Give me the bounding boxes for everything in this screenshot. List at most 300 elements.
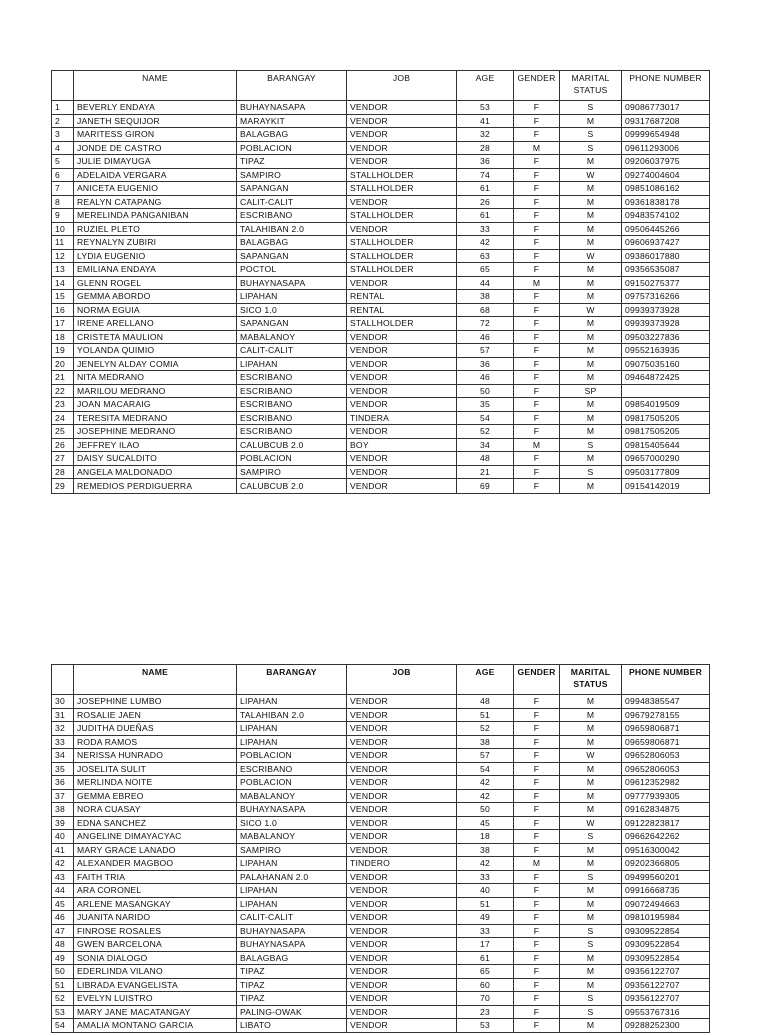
job-cell: VENDOR [347,425,457,439]
gender-cell: F [514,114,560,128]
barangay-cell: TIPAZ [237,978,347,992]
table-row [52,236,710,250]
name-cell: RODA RAMOS [74,735,237,749]
job-cell: VENDOR [347,830,457,844]
age-cell: 57 [457,344,514,358]
row-number: 12 [52,249,74,263]
marital-status-cell: M [560,155,622,169]
row-number: 37 [52,789,74,803]
phone-number-cell: 09757316266 [622,290,710,304]
row-number: 35 [52,762,74,776]
marital-status-cell: M [560,1019,622,1033]
barangay-cell: PALING-OWAK [237,1005,347,1019]
table-row [52,722,710,736]
header-phone-number: PHONE NUMBER [622,71,710,101]
barangay-cell: MABALANOY [237,830,347,844]
name-cell: GLENN ROGEL [74,276,237,290]
gender-cell: F [514,168,560,182]
table-row [52,101,710,115]
gender-cell: F [514,384,560,398]
age-cell: 72 [457,317,514,331]
age-cell: 33 [457,222,514,236]
row-number: 7 [52,182,74,196]
barangay-cell: BUHAYNASAPA [237,924,347,938]
barangay-cell: SAPANGAN [237,249,347,263]
row-number: 19 [52,344,74,358]
barangay-cell: TIPAZ [237,965,347,979]
phone-number-cell: 09309522854 [622,951,710,965]
row-number: 3 [52,128,74,142]
marital-status-cell: W [560,303,622,317]
name-cell: JONDE DE CASTRO [74,141,237,155]
gender-cell: F [514,762,560,776]
phone-number-cell: 09810195984 [622,911,710,925]
table-row [52,695,710,709]
table-row [52,830,710,844]
name-cell: SONIA DIALOGO [74,951,237,965]
age-cell: 60 [457,978,514,992]
barangay-cell: ESCRIBANO [237,371,347,385]
marital-status-cell: M [560,776,622,790]
row-number: 11 [52,236,74,250]
gender-cell: F [514,222,560,236]
row-number: 21 [52,371,74,385]
row-number: 54 [52,1019,74,1033]
table-row [52,857,710,871]
job-cell: VENDOR [347,384,457,398]
marital-status-cell: W [560,749,622,763]
row-number: 44 [52,884,74,898]
name-cell: FAITH TRIA [74,870,237,884]
barangay-cell: LIPAHAN [237,357,347,371]
age-cell: 38 [457,735,514,749]
gender-cell: F [514,708,560,722]
name-cell: MARITESS GIRON [74,128,237,142]
barangay-cell: BALAGBAG [237,128,347,142]
job-cell: VENDOR [347,452,457,466]
phone-number-cell: 09777939305 [622,789,710,803]
header-name: NAME [74,71,237,101]
phone-number-cell: 09999654948 [622,128,710,142]
name-cell: JOSEPHINE LUMBO [74,695,237,709]
table-row [52,141,710,155]
phone-number-cell: 09516300042 [622,843,710,857]
name-cell: JUDITHA DUEÑAS [74,722,237,736]
table-row [52,884,710,898]
job-cell: VENDOR [347,222,457,236]
marital-status-cell: M [560,762,622,776]
gender-cell: F [514,735,560,749]
table-row [52,114,710,128]
age-cell: 50 [457,803,514,817]
marital-status-cell: M [560,398,622,412]
gender-cell: F [514,465,560,479]
name-cell: MARY GRACE LANADO [74,843,237,857]
age-cell: 17 [457,938,514,952]
name-cell: TERESITA MEDRANO [74,411,237,425]
marital-status-cell: M [560,789,622,803]
marital-status-cell: S [560,870,622,884]
table-row [52,452,710,466]
name-cell: LYDIA EUGENIO [74,249,237,263]
job-cell: STALLHOLDER [347,317,457,331]
name-cell: JULIE DIMAYUGA [74,155,237,169]
gender-cell: F [514,155,560,169]
header-job: JOB [347,665,457,695]
marital-status-cell: M [560,222,622,236]
phone-number-cell: 09075035160 [622,357,710,371]
job-cell: VENDOR [347,884,457,898]
marital-status-cell: S [560,465,622,479]
marital-status-cell: S [560,101,622,115]
row-number: 38 [52,803,74,817]
phone-number-cell: 09309522854 [622,924,710,938]
table-row [52,357,710,371]
row-number: 31 [52,708,74,722]
age-cell: 38 [457,843,514,857]
table-row [52,330,710,344]
table-row [52,263,710,277]
barangay-cell: CALUBCUB 2.0 [237,438,347,452]
age-cell: 28 [457,141,514,155]
age-cell: 23 [457,1005,514,1019]
row-number: 34 [52,749,74,763]
age-cell: 42 [457,236,514,250]
barangay-cell: BALAGBAG [237,951,347,965]
job-cell: VENDOR [347,344,457,358]
name-cell: AMALIA MONTANO GARCIA [74,1019,237,1033]
age-cell: 35 [457,398,514,412]
name-cell: ADELAIDA VERGARA [74,168,237,182]
barangay-cell: ESCRIBANO [237,398,347,412]
phone-number-cell: 09086773017 [622,101,710,115]
phone-number-cell: 09356122707 [622,965,710,979]
age-cell: 34 [457,438,514,452]
gender-cell: F [514,330,560,344]
job-cell: VENDOR [347,101,457,115]
barangay-cell: LIPAHAN [237,290,347,304]
phone-number-cell: 09386017880 [622,249,710,263]
phone-number-cell: 09652806053 [622,762,710,776]
name-cell: MARILOU MEDRANO [74,384,237,398]
table-row [52,911,710,925]
job-cell: STALLHOLDER [347,236,457,250]
marital-status-cell: M [560,411,622,425]
marital-status-cell: M [560,884,622,898]
barangay-cell: LIPAHAN [237,897,347,911]
phone-number-cell: 09202366805 [622,857,710,871]
phone-number-cell: 09657000290 [622,452,710,466]
gender-cell: F [514,978,560,992]
marital-status-cell: M [560,371,622,385]
name-cell: JEFFREY ILAO [74,438,237,452]
gender-cell: F [514,209,560,223]
phone-number-cell: 09659806871 [622,735,710,749]
age-cell: 48 [457,452,514,466]
marital-status-cell: S [560,141,622,155]
roster-table-1 [51,70,710,494]
age-cell: 36 [457,357,514,371]
table-row [52,411,710,425]
marital-status-cell: M [560,209,622,223]
age-cell: 53 [457,1019,514,1033]
table-row [52,978,710,992]
header-number [52,665,74,695]
age-cell: 50 [457,384,514,398]
phone-number-cell: 09356122707 [622,992,710,1006]
marital-status-cell: S [560,1005,622,1019]
phone-number-cell: 09817505205 [622,411,710,425]
row-number: 46 [52,911,74,925]
header-gender: GENDER [514,71,560,101]
name-cell: JOAN MACARAIG [74,398,237,412]
phone-number-cell: 09612352982 [622,776,710,790]
table-row [52,182,710,196]
barangay-cell: LIBATO [237,1019,347,1033]
marital-status-cell: M [560,317,622,331]
row-number: 53 [52,1005,74,1019]
gender-cell: F [514,290,560,304]
gender-cell: F [514,870,560,884]
phone-number-cell: 09162834875 [622,803,710,817]
job-cell: RENTAL [347,290,457,304]
gender-cell: F [514,843,560,857]
job-cell: VENDOR [347,195,457,209]
job-cell: STALLHOLDER [347,182,457,196]
gender-cell: M [514,857,560,871]
row-number: 51 [52,978,74,992]
phone-number-cell: 09356535087 [622,263,710,277]
age-cell: 57 [457,749,514,763]
name-cell: NITA MEDRANO [74,371,237,385]
table-row [52,384,710,398]
gender-cell: F [514,965,560,979]
phone-number-cell: 09815405644 [622,438,710,452]
job-cell: VENDOR [347,141,457,155]
job-cell: STALLHOLDER [347,263,457,277]
row-number: 23 [52,398,74,412]
phone-number-cell: 09206037975 [622,155,710,169]
table-row [52,749,710,763]
name-cell: ARA CORONEL [74,884,237,898]
table-row [52,938,710,952]
gender-cell: M [514,438,560,452]
phone-number-cell: 09939373928 [622,317,710,331]
age-cell: 26 [457,195,514,209]
marital-status-cell: M [560,479,622,494]
name-cell: EVELYN LUISTRO [74,992,237,1006]
barangay-cell: BUHAYNASAPA [237,101,347,115]
job-cell: VENDOR [347,965,457,979]
barangay-cell: BUHAYNASAPA [237,938,347,952]
barangay-cell: LIPAHAN [237,695,347,709]
job-cell: VENDOR [347,951,457,965]
job-cell: VENDOR [347,1019,457,1033]
marital-status-cell: M [560,857,622,871]
phone-number-cell: 09611293006 [622,141,710,155]
age-cell: 44 [457,276,514,290]
marital-status-cell: M [560,114,622,128]
row-number: 45 [52,897,74,911]
job-cell: VENDOR [347,897,457,911]
phone-number-cell: 09309522854 [622,938,710,952]
row-number: 25 [52,425,74,439]
header-name: NAME [74,665,237,695]
job-cell: BOY [347,438,457,452]
gender-cell: F [514,101,560,115]
age-cell: 61 [457,182,514,196]
marital-status-cell: M [560,695,622,709]
table-row [52,209,710,223]
marital-status-cell: M [560,344,622,358]
table-row [52,128,710,142]
row-number: 18 [52,330,74,344]
job-cell: VENDOR [347,330,457,344]
header-age: AGE [457,665,514,695]
name-cell: IRENE ARELLANO [74,317,237,331]
barangay-cell: SAPANGAN [237,182,347,196]
age-cell: 68 [457,303,514,317]
barangay-cell: ESCRIBANO [237,762,347,776]
barangay-cell: ESCRIBANO [237,384,347,398]
job-cell: VENDOR [347,465,457,479]
table-row [52,951,710,965]
gender-cell: F [514,749,560,763]
gender-cell: F [514,803,560,817]
age-cell: 40 [457,884,514,898]
gender-cell: F [514,816,560,830]
job-cell: VENDOR [347,924,457,938]
marital-status-cell: M [560,708,622,722]
row-number: 13 [52,263,74,277]
header-marital-status: MARITAL STATUS [560,71,622,101]
header-marital-status: MARITAL STATUS [560,665,622,695]
barangay-cell: MABALANOY [237,789,347,803]
barangay-cell: SAMPIRO [237,465,347,479]
marital-status-cell: M [560,357,622,371]
marital-status-cell: M [560,263,622,277]
age-cell: 42 [457,776,514,790]
gender-cell: F [514,924,560,938]
table-row [52,303,710,317]
barangay-cell: ESCRIBANO [237,411,347,425]
barangay-cell: SAMPIRO [237,843,347,857]
table-body [52,695,710,1033]
name-cell: ALEXANDER MAGBOO [74,857,237,871]
name-cell: ARLENE MASANGKAY [74,897,237,911]
name-cell: YOLANDA QUIMIO [74,344,237,358]
row-number: 52 [52,992,74,1006]
job-cell: VENDOR [347,870,457,884]
gender-cell: F [514,128,560,142]
row-number: 17 [52,317,74,331]
job-cell: VENDOR [347,708,457,722]
table-row [52,816,710,830]
phone-number-cell: 09499560201 [622,870,710,884]
age-cell: 51 [457,708,514,722]
marital-status-cell: M [560,236,622,250]
age-cell: 53 [457,101,514,115]
job-cell: VENDOR [347,938,457,952]
phone-number-cell: 09274004604 [622,168,710,182]
row-number: 1 [52,101,74,115]
header-phone-number: PHONE NUMBER [622,665,710,695]
name-cell: ANICETA EUGENIO [74,182,237,196]
row-number: 5 [52,155,74,169]
row-number: 9 [52,209,74,223]
gender-cell: F [514,344,560,358]
barangay-cell: CALIT-CALIT [237,344,347,358]
age-cell: 54 [457,411,514,425]
gender-cell: F [514,195,560,209]
phone-number-cell: 09916668735 [622,884,710,898]
row-number: 20 [52,357,74,371]
name-cell: EMILIANA ENDAYA [74,263,237,277]
name-cell: JENELYN ALDAY COMIA [74,357,237,371]
barangay-cell: POBLACION [237,749,347,763]
gender-cell: F [514,722,560,736]
barangay-cell: CALIT-CALIT [237,911,347,925]
name-cell: DAISY SUCALDITO [74,452,237,466]
age-cell: 32 [457,128,514,142]
job-cell: STALLHOLDER [347,209,457,223]
table-row [52,870,710,884]
age-cell: 41 [457,114,514,128]
age-cell: 52 [457,722,514,736]
name-cell: REALYN CATAPANG [74,195,237,209]
barangay-cell: PALAHANAN 2.0 [237,870,347,884]
job-cell: VENDOR [347,398,457,412]
age-cell: 48 [457,695,514,709]
barangay-cell: BALAGBAG [237,236,347,250]
age-cell: 46 [457,371,514,385]
gender-cell: F [514,789,560,803]
gender-cell: F [514,452,560,466]
name-cell: GEMMA EBREO [74,789,237,803]
job-cell: VENDOR [347,371,457,385]
barangay-cell: LIPAHAN [237,884,347,898]
age-cell: 52 [457,425,514,439]
row-number: 16 [52,303,74,317]
name-cell: ROSALIE JAEN [74,708,237,722]
gender-cell: F [514,1005,560,1019]
table-row [52,249,710,263]
table-row [52,1019,710,1033]
name-cell: CRISTETA MAULION [74,330,237,344]
name-cell: NORMA EGUIA [74,303,237,317]
row-number: 29 [52,479,74,494]
phone-number-cell: 09948385547 [622,695,710,709]
gender-cell: F [514,263,560,277]
age-cell: 51 [457,897,514,911]
phone-number-cell: 09939373928 [622,303,710,317]
name-cell: MERELINDA PANGANIBAN [74,209,237,223]
row-number: 39 [52,816,74,830]
name-cell: JOSEPHINE MEDRANO [74,425,237,439]
gender-cell: F [514,830,560,844]
age-cell: 49 [457,911,514,925]
barangay-cell: MABALANOY [237,330,347,344]
age-cell: 65 [457,965,514,979]
barangay-cell: POBLACION [237,452,347,466]
phone-number-cell: 09606937427 [622,236,710,250]
name-cell: LIBRADA EVANGELISTA [74,978,237,992]
name-cell: REYNALYN ZUBIRI [74,236,237,250]
marital-status-cell: M [560,290,622,304]
age-cell: 45 [457,816,514,830]
marital-status-cell: S [560,924,622,938]
age-cell: 61 [457,209,514,223]
